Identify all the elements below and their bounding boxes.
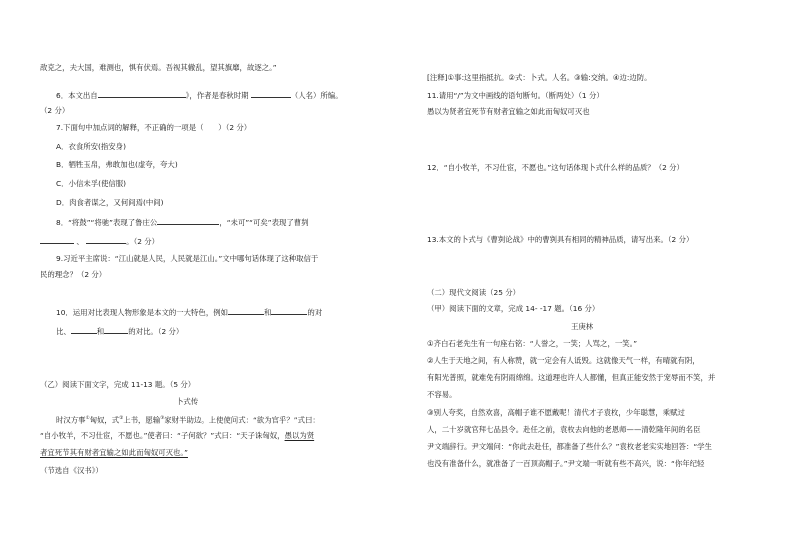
question-13: 13.本文的卜式与《曹刿论战》中的曹刿具有相同的精神品质，请写出来。（2 分） xyxy=(427,235,694,244)
answer-blank[interactable] xyxy=(251,89,291,98)
question-7: 7.下面句中加点词的解释，不正确的一项是（ ）（2 分） xyxy=(56,123,252,132)
answer-blank[interactable] xyxy=(157,216,219,225)
answer-blank[interactable] xyxy=(86,235,126,244)
article-para-2-line-2: 有阳光普照，就难免有阴雨绵绵。这道理也许人人都懂，但真正能安然于宠辱而不笑，并 xyxy=(427,373,716,382)
article-author: 王庚林 xyxy=(571,322,594,331)
article-para-1: ①齐白石老先生有一句座右铭：“人誉之，一笑；人骂之，一笑。” xyxy=(427,339,638,348)
section-b-heading: （乙）阅读下面文字，完成 11-13 题。（5 分） xyxy=(40,380,196,389)
question-11: 11.请用“/”为文中画线的语句断句。（断两处）（1 分） xyxy=(427,91,604,100)
answer-blank[interactable] xyxy=(228,306,264,315)
question-12: 12．“自小牧羊，不习仕宦，不愿也。”这句话体现卜式什么样的品质？（2 分） xyxy=(427,163,684,172)
article-para-2-line-3: 不容易。 xyxy=(427,390,457,399)
option-a: A．衣食所安(指安身) xyxy=(56,142,126,151)
answer-blank[interactable] xyxy=(71,325,97,334)
passage-line-1: 时汉方事①匈奴，式②上书，愿输③家财半助边。上使使问式：“欲为官乎？”式曰： xyxy=(56,415,320,425)
passage-title: 卜式传 xyxy=(176,397,199,406)
passage-line-3: 者宜死节其有财者宜输之如此而匈奴可灭也。” xyxy=(40,448,188,457)
passage-source: （节选自《汉书》） xyxy=(40,466,103,475)
annotations: [注释]①事:这里指抵抗。②式：卜式。人名。③输:交纳。④边:边防。 xyxy=(427,73,652,82)
question-6: 6．本文出自 》，作者是春秋时期 （人名）所编。 xyxy=(56,91,343,100)
passage-tail: 敌克之，夫大国，难测也，惧有伏焉。吾视其辙乱，望其旗靡，故逐之。” xyxy=(40,63,277,72)
question-8: 8．“将鼓”“将驰”表现了鲁庄公 ，“未可”“可矣”表现了曹刿 xyxy=(56,218,309,227)
option-c: C．小信未孚(使信服) xyxy=(56,179,127,188)
question-11-sentence: 愚以为贤者宜死节有财者宜输之如此而匈奴可灭也 xyxy=(427,107,590,116)
option-b: B．牺牲玉帛，弗敢加也(虚夸，夸大) xyxy=(56,160,178,169)
answer-blank[interactable] xyxy=(271,306,307,315)
question-9: 9.习近平主席说：“江山就是人民，人民就是江山。”文中哪句话体现了这种取信于 xyxy=(56,254,319,263)
section-a-heading: （甲）阅读下面的文章，完成 14- -17 题。（16 分） xyxy=(427,304,600,313)
answer-blank[interactable] xyxy=(40,235,74,244)
section-2-heading: （二）现代文阅读（25 分） xyxy=(427,288,521,297)
article-para-3-line-1: ③别人夸奖，自然欢喜，高帽子谁不愿戴呢！清代才子袁枚，少年聪慧，乘赋过 xyxy=(427,408,685,417)
option-d: D．肉食者谋之，又何间焉(中间) xyxy=(56,198,164,207)
article-para-2-line-1: ②人生于天地之间，有人称赞，就一定会有人诋毁。这就像天气一样，有晴就有阴， xyxy=(427,356,700,365)
article-para-3-line-2: 人，二十岁就官拜七品县令。赴任之前，袁枚去向他的老恩师——清乾隆年间的名臣 xyxy=(427,425,701,434)
question-6-score: （2 分） xyxy=(40,106,70,115)
answer-blank[interactable] xyxy=(98,89,186,98)
question-9-cont: 民的理念？（2 分） xyxy=(40,270,107,279)
answer-blank[interactable] xyxy=(104,325,128,334)
article-para-3-line-3: 尹文端辞行。尹文端问：“你此去赴任，都准备了些什么？”袁枚老老实实地回答：“学生 xyxy=(427,442,712,451)
question-8-cont: 、 。（2 分） xyxy=(40,235,159,247)
question-10: 10．运用对比表现人物形象是本文的一大特色，例如 和 的对 xyxy=(56,308,323,317)
question-10-cont: 比、 和 的对比。（2 分） xyxy=(56,327,184,336)
article-para-3-line-4: 也没有准备什么，就准备了一百顶高帽子。”尹文端一听就有些不高兴，说：“你年纪轻 xyxy=(427,459,705,468)
passage-line-2: “自小牧羊，不习仕宦，不愿也。”使者曰：“子何欲？”式曰：“天子诛匈奴，愚以为贤 xyxy=(40,431,315,440)
